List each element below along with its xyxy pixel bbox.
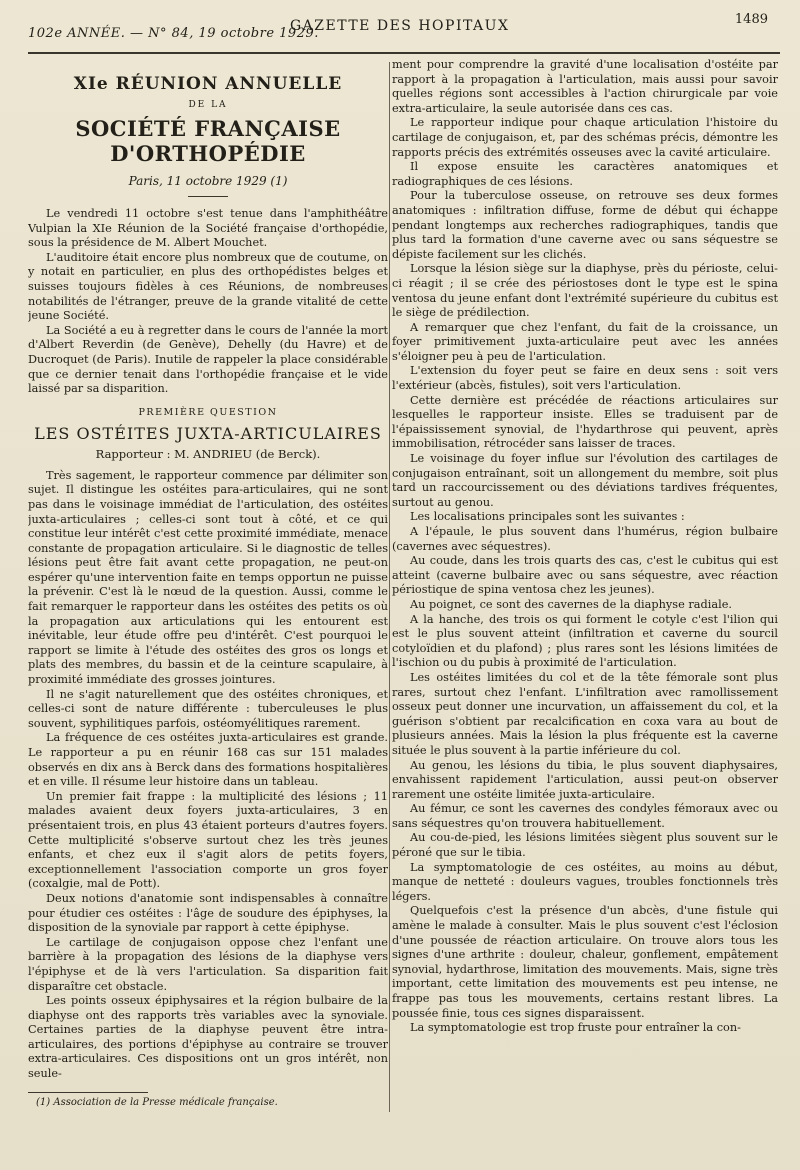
meeting-place-date: Paris, 11 octobre 1929 (1) — [128, 174, 288, 188]
paragraph: Le voisinage du foyer influe sur l'évolution des cartilages de conjugaison entraînant, soit un allongement du membre, soit plus tard un raccourcissement ou des déviations tardives fréquentes, surtout au genou. — [392, 452, 778, 509]
paragraph: Au fémur, ce sont les cavernes des condyles fémoraux avec ou sans séquestres qu'on trouvera habituellement. — [392, 802, 778, 830]
report-text-left — [28, 469, 388, 1082]
paragraph: Les points osseux épiphysaires et la région bulbaire de la diaphyse ont des rapports très variables avec la synoviale. Certaines parties de la diaphyse peuvent être intra-articulaires, des portions d'épiphyse au contraire se trouver extra-articulaires. Ces dispositions ont un gros intérêt, non seule- — [28, 994, 388, 1081]
paragraph: Lorsque la lésion siège sur la diaphyse, près du périoste, celui-ci réagit ; il se crée des périostoses dont le type est le spina ventosa du jeune enfant dont l'extrémité supérieure du cubitus est le siège de prédilection. — [392, 262, 778, 320]
footnote: (1) Association de la Presse médicale française. — [36, 1096, 278, 1108]
society-title: SOCIÉTÉ FRANÇAISE D'ORTHOPÉDIE — [75, 116, 341, 166]
paragraph: La symptomatologie de ces ostéites, au moins au début, manque de netteté : douleurs vagues, troubles fonctionnels très légers. — [392, 860, 778, 903]
reporter-line: Rapporteur : M. ANDRIEU (de Berck). — [95, 446, 321, 461]
paragraph: Le cartilage de conjugaison oppose chez l'enfant une barrière à la propagation des lésions de la diaphyse vers l'épiphyse et de là vers l'articulation. Sa disparition fait disparaître cet obstacle. — [28, 935, 388, 993]
paragraph: La symptomatologie est trop fruste pour entraîner la con- — [410, 1021, 741, 1035]
paragraph: Les ostéites limitées du col et de la tête fémorale sont plus rares, surtout chez l'enfant. L'infiltration avec ramollissement osseux peut donner une incurvation, un affaissement du col, et la guérison s'obtient par recalcification en coxa vara au bout de plusieurs années. Mais la lésion la plus fréquente est la caverne située le plus souvent à la partie inférieure du col. — [392, 670, 778, 757]
paragraph: Quelquefois c'est la présence d'un abcès, d'une fistule qui amène le malade à consulter. Mais le plus souvent c'est l'éclosion d'une poussée de réaction articulaire. On trouve alors tous les signes d'une arthrite : douleur, chaleur, gonflement, empâtement synovial, hydarthrose, limitation des mouvements. Mais, signe très important, cette limitation des mouvements est peu intense, ne frappe pas tous les mouvements, certains restant libres. La poussée finie, tous ces signes disparaissent. — [392, 904, 778, 1020]
paragraph: Pour la tuberculose osseuse, on retrouve ses deux formes anatomiques : infiltration diffuse, forme de début qui échappe pendant longtemps aux recherches radiographiques, tandis que plus tard la formation d'une caverne avec ou sans séquestre se dépiste facilement sur les clichés. — [392, 189, 778, 261]
paragraph: Cette dernière est précédée de réactions articulaires sur lesquelles le rapporteur insiste. Elles se traduisent par de l'épaississement synovial, de l'hydarthrose qui peuvent, après immobilisation, rétrocéder sans laisser de traces. — [392, 393, 778, 451]
paragraph: A remarquer que chez l'enfant, du fait de la croissance, un foyer primitivement juxta-articulaire peut avec les années s'éloigner peu à peu de l'articulation. — [392, 320, 778, 363]
page-number: 1489 — [734, 12, 768, 27]
header-rule — [28, 52, 780, 54]
paragraph: La fréquence de ces ostéites juxta-articulaires est grande. Le rapporteur a pu en réunir 168 cas sur 151 malades observés en dix ans à Berck dans des formations hospitalières et en ville. Il résume leur histoire dans un tableau. — [28, 731, 388, 789]
meeting-title-connector: DE LA — [188, 100, 228, 110]
left-column — [28, 62, 388, 1142]
paragraph: A l'épaule, le plus souvent dans l'humérus, région bulbaire (cavernes avec séquestres). — [392, 525, 778, 553]
column-divider — [389, 62, 390, 1112]
paragraph: Au genou, les lésions du tibia, le plus souvent diaphysaires, envahissent rapidement l'articulation, aussi peut-on observer rarement une ostéite limitée juxta-articulaire. — [392, 758, 778, 801]
paragraph: Les localisations principales sont les suivantes : — [410, 510, 685, 524]
right-column — [392, 58, 778, 1148]
paragraph: Il ne s'agit naturellement que des ostéites chroniques, et celles-ci sont de nature différente : tuberculeuses le plus souvent, syphilitiques parfois, ostéomyélitiques rarement. — [28, 687, 388, 730]
paragraph: Au cou-de-pied, les lésions limitées siègent plus souvent sur le péroné que sur le tibia. — [392, 831, 778, 860]
paragraph: Un premier fait frappe : la multiplicité des lésions ; 11 malades avaient deux foyers juxta-articulaires, 3 en présentaient trois, en plus 43 étaient porteurs d'autres foyers. Cette multiplicité s'observe surtout chez les très jeunes enfants, et chez eux il s'agit alors de petits foyers, exceptionnellement l'association comporte un gros foyer (coxalgie, mal de Pott). — [28, 789, 388, 891]
meeting-title: XIe RÉUNION ANNUELLE — [73, 74, 343, 94]
paragraph: L'auditoire était encore plus nombreux que de coutume, on y notait en particulier, en plus des orthopédistes belges et suisses toujours fidèles à ces Réunions, de nombreuses notabilités de l'étranger, preuve de la grande vitalité de cette jeune Société. — [28, 250, 388, 323]
paragraph: Au poignet, ce sont des cavernes de la diaphyse radiale. — [410, 597, 732, 611]
paragraph: A la hanche, des trois os qui forment le cotyle c'est l'ilion qui est le plus souvent atteint (infiltration et caverne du sourcil cotyloïdien et du plafond) ; plus rares sont les lésions limitées de l'ischion ou du pubis à proximité de l'articulation. — [392, 612, 778, 670]
paragraph: ment pour comprendre la gravité d'une localisation d'ostéite par rapport à la propagation à l'articulation, mais aussi pour savoir quelles régions sont accessibles à l'action chirurgicale par voie extra-articulaire, la seule autorisée dans ces cas. — [392, 58, 778, 115]
paragraph: Au coude, dans les trois quarts des cas, c'est le cubitus qui est atteint (caverne bulbaire avec ou sans séquestre, avec réaction périostique de spina ventosa chez les jeunes). — [392, 554, 778, 597]
paragraph: Il expose ensuite les caractères anatomiques et radiographiques de ces lésions. — [392, 160, 778, 188]
page-header — [28, 12, 780, 46]
section-title: LES OSTÉITES JUXTA-ARTICULAIRES — [34, 423, 382, 443]
report-text-right — [392, 58, 778, 1036]
paragraph: Le vendredi 11 octobre s'est tenue dans l'amphithéâtre Vulpian la XIe Réunion de la Société française d'orthopédie, sous la présidence de M. Albert Mouchet. — [28, 207, 388, 250]
paragraph: La Société a eu à regretter dans le cours de l'année la mort d'Albert Reverdin (de Genève), Dehelly (du Havre) et de Ducroquet (de Paris). Inutile de rappeler la place considérable que ce dernier tenait dans l'orthopédie française et le vide laissé par sa disparition. — [28, 323, 388, 396]
journal-title: GAZETTE DES HOPITAUX — [290, 18, 510, 34]
paragraph: Deux notions d'anatomie sont indispensables à connaître pour étudier ces ostéites : l'âge de soudure des épiphyses, la disposition de la synoviale par rapport à cette épiphyse. — [28, 891, 388, 935]
title-rule — [188, 196, 228, 197]
section-label: PREMIÈRE QUESTION — [138, 406, 278, 418]
paragraph: Le rapporteur indique pour chaque articulation l'histoire du cartilage de conjugaison, et, par des schémas précis, démontre les rapports précis des extrémités osseuses avec la cavité articulaire. — [392, 116, 778, 159]
intro-text — [28, 207, 388, 397]
issue-info: 102e ANNÉE. — N° 84, 19 octobre 1929. — [28, 26, 319, 41]
paragraph: Très sagement, le rapporteur commence par délimiter son sujet. Il distingue les ostéites para-articulaires, qui ne sont pas dans le voisinage immédiat de l'articulation, des ostéites juxta-articulaires ; celles-ci sont tout à côté, et ce qui constitue leur intérêt c'est cette proximité immédiate, menace constante de propagation articulaire. Si le diagnostic de telles lésions peut être fait avant cette propagation, ne peut-on espérer qu'une intervention faite en temps opportun ne puisse la prévenir. C'est là le nœud de la question. Aussi, comme le fait remarquer le rapporteur dans les ostéites des petits os où la propagation aux articulations qui les entourent est inévitable, leur étude offre peu d'intérêt. C'est pourquoi le rapport se limite à l'étude des ostéites des gros os longs et plats des membres, du bassin et de la ceinture scapulaire, à proximité immédiate des grosses jointures. — [28, 468, 388, 687]
footnote-rule — [28, 1092, 148, 1093]
paragraph: L'extension du foyer peut se faire en deux sens : soit vers l'extérieur (abcès, fistules), soit vers l'articulation. — [392, 364, 778, 393]
